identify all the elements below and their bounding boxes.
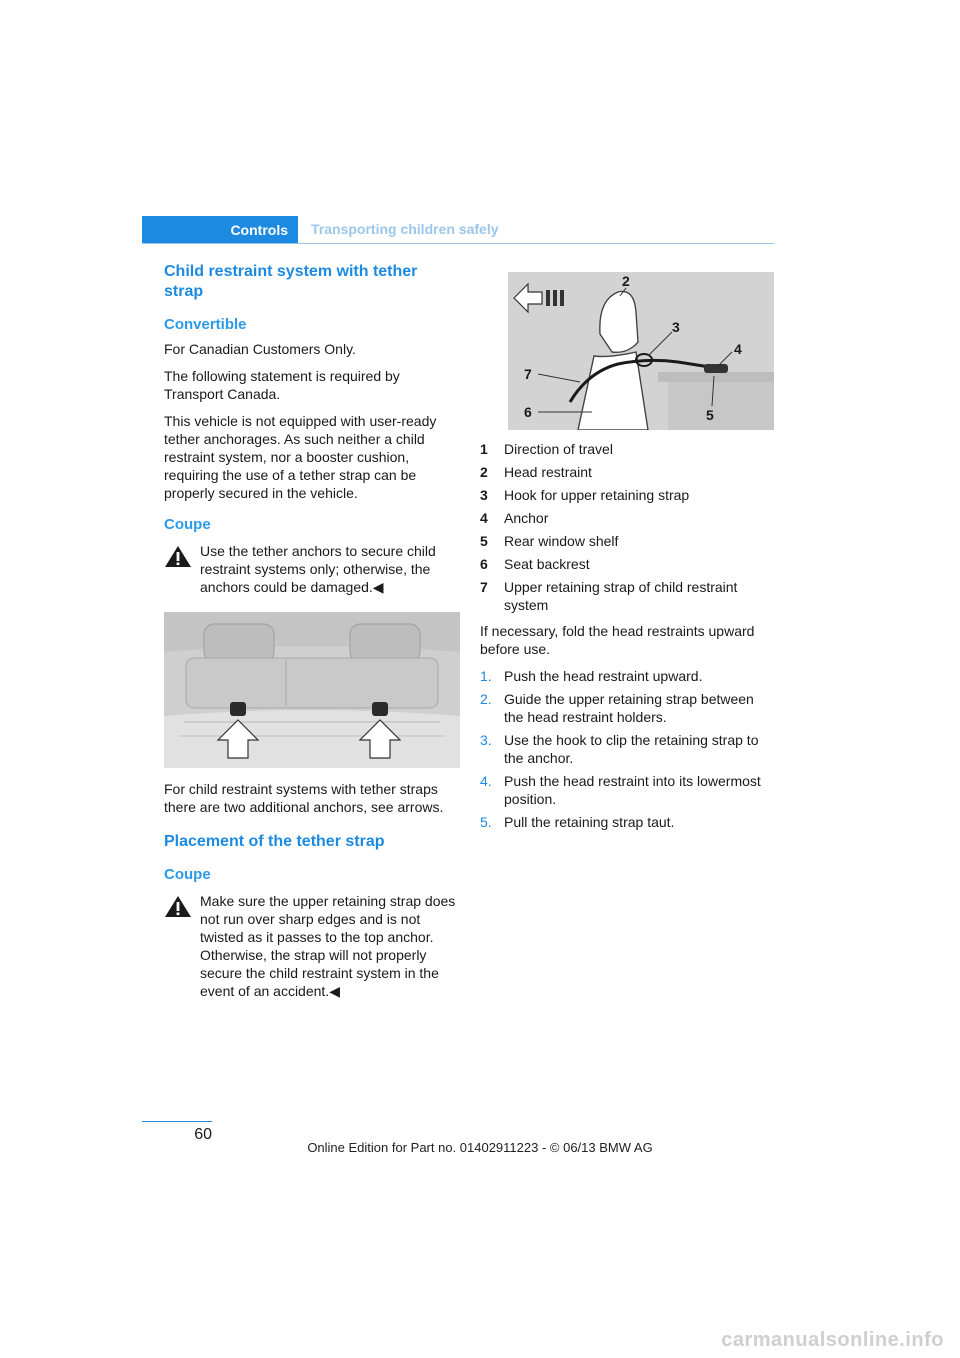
header-topic: Transporting children safely xyxy=(311,221,499,237)
step-item: 3. Use the hook to clip the retaining strap to the anchor. xyxy=(480,732,759,766)
diagram-label-3: 3 xyxy=(672,319,680,335)
photo-caption: For child restraint systems with tether straps there are two additional anchors, see arrows. xyxy=(164,781,444,815)
warning-icon xyxy=(164,894,192,918)
tether-strap-diagram xyxy=(508,272,774,430)
coupe-heading: Coupe xyxy=(164,516,211,533)
header-section: Controls xyxy=(142,216,298,243)
diagram-label-5: 5 xyxy=(706,407,714,423)
step-item: 4. Push the head restraint into its lowermost position. xyxy=(480,773,761,807)
warning-icon xyxy=(164,544,192,568)
convertible-p3: This vehicle is not equipped with user-ready tether anchorages. As such neither a child restraint system, nor a booster cushion, requiring the use of a tether strap can be properly secured in the vehicle. xyxy=(164,413,437,501)
legend-item: 4 Anchor xyxy=(480,510,549,526)
legend-item: 7 Upper retaining strap of child restraint system xyxy=(480,579,738,613)
left-column xyxy=(164,262,460,1016)
diagram-legend xyxy=(480,440,776,614)
diagram-label-2: 2 xyxy=(622,273,630,289)
page-header xyxy=(142,216,774,244)
coupe-heading-2: Coupe xyxy=(164,866,211,883)
convertible-p1: For Canadian Customers Only. xyxy=(164,341,356,357)
legend-item: 3 Hook for upper retaining strap xyxy=(480,487,690,503)
right-column xyxy=(480,262,776,836)
footer-edition: Online Edition for Part no. 01402911223 - © 06/13 BMW AG xyxy=(307,1140,653,1155)
page-number: 60 xyxy=(194,1126,212,1143)
convertible-heading: Convertible xyxy=(164,316,247,333)
legend-item: 2 Head restraint xyxy=(480,464,592,480)
rear-seat-photo xyxy=(164,612,460,768)
warning-text-2: Make sure the upper retaining strap does not run over sharp edges and is not twisted as it passes to the top anchor. Otherwise, the strap will not properly secure the child restraint system in the event of an accident.◀ xyxy=(200,893,456,999)
warning-text: Use the tether anchors to secure child restraint systems only; otherwise, the anchors could be damaged.◀ xyxy=(200,543,436,595)
diagram-label-4: 4 xyxy=(734,341,742,357)
watermark: carmanualsonline.info xyxy=(721,1329,944,1351)
convertible-p2: The following statement is required by Transport Canada. xyxy=(164,368,400,402)
step-item: 1. Push the head restraint upward. xyxy=(480,668,703,684)
steps-list xyxy=(480,667,776,831)
diagram-label-7: 7 xyxy=(524,366,532,382)
warning-block xyxy=(164,540,460,596)
placement-title: Placement of the tether strap xyxy=(164,833,385,850)
legend-item: 1 Direction of travel xyxy=(480,441,613,457)
section-title: Child restraint system with tether strap xyxy=(164,263,418,300)
page-number-rule xyxy=(142,1121,212,1122)
diagram-label-6: 6 xyxy=(524,404,532,420)
steps-intro: If necessary, fold the head restraints upward before use. xyxy=(480,623,755,657)
legend-item: 6 Seat backrest xyxy=(480,556,590,572)
legend-item: 5 Rear window shelf xyxy=(480,533,619,549)
step-item: 2. Guide the upper retaining strap between the head restraint holders. xyxy=(480,691,754,725)
step-item: 5. Pull the retaining strap taut. xyxy=(480,814,675,830)
warning-block-2 xyxy=(164,890,460,1000)
